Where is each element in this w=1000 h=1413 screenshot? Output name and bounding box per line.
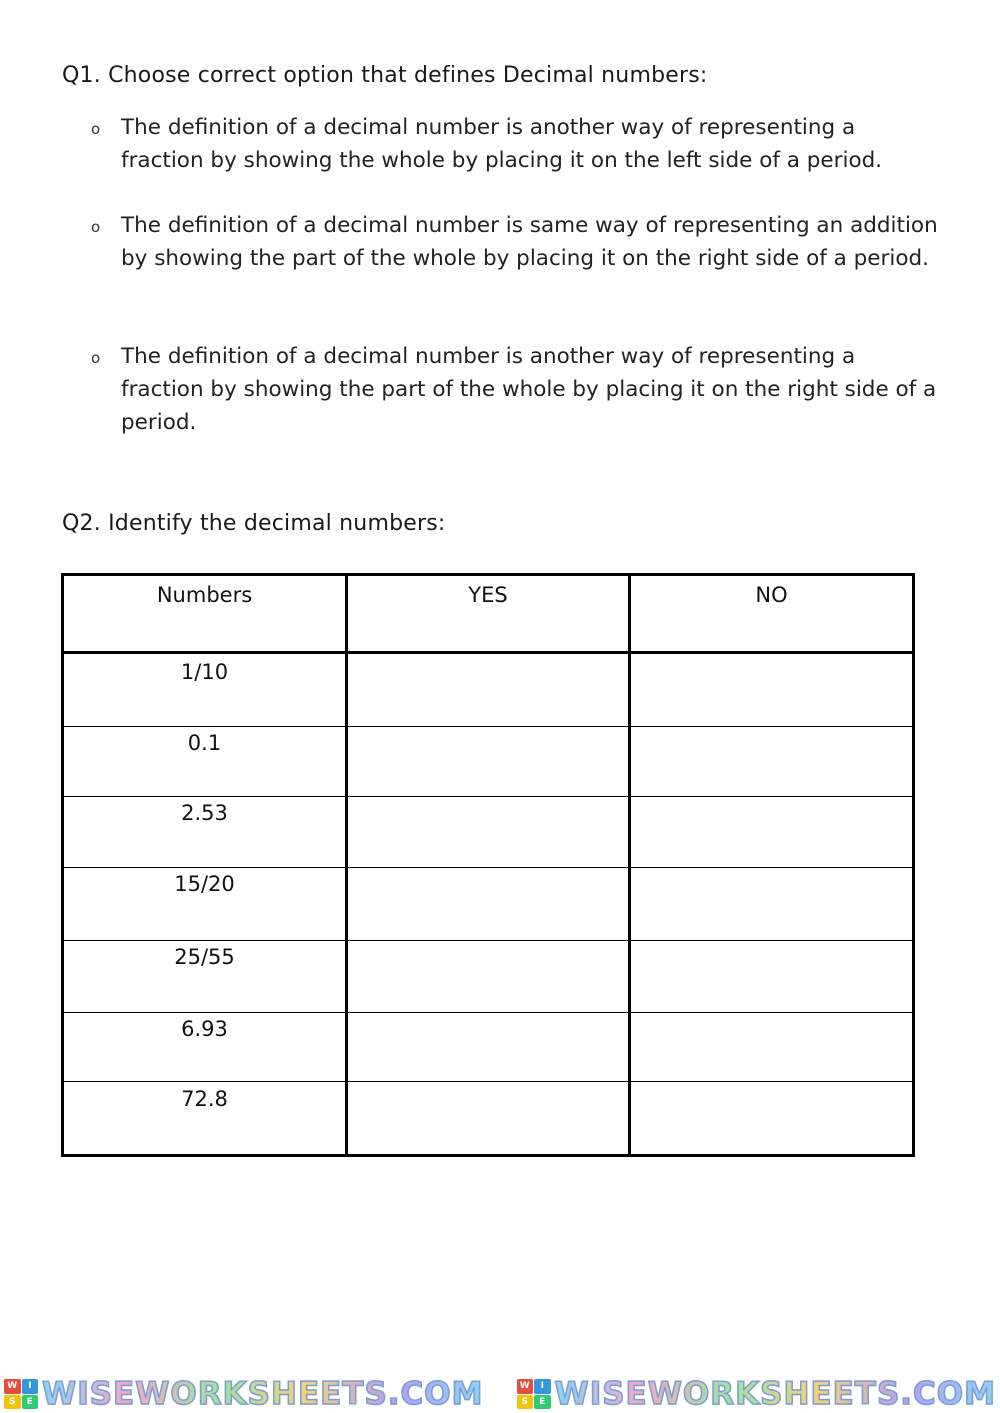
- logo-letter: E: [534, 1395, 551, 1410]
- no-cell[interactable]: [631, 727, 912, 796]
- table-row-number: 1/10: [180, 660, 229, 684]
- no-cell[interactable]: [631, 797, 912, 867]
- no-cell[interactable]: [631, 1082, 912, 1154]
- yes-cell[interactable]: [348, 868, 628, 940]
- table-row-number: 2.53: [181, 801, 228, 825]
- table-row-number: 15/20: [174, 872, 235, 896]
- no-cell[interactable]: [631, 868, 912, 940]
- question-2-title: Q2. Identify the decimal numbers:: [62, 511, 446, 536]
- watermark-right: [517, 1376, 997, 1412]
- logo-letter: W: [4, 1379, 21, 1394]
- watermark-footer: [0, 1375, 1000, 1413]
- option-3-text: The definition of a decimal number is another way of representing a fraction by showing the part of the whole by placing it on the right side of a period.: [121, 344, 937, 435]
- table-row-number: 72.8: [181, 1087, 228, 1111]
- radio-bullet-icon[interactable]: o: [91, 218, 101, 236]
- table-row-number: 0.1: [187, 731, 222, 755]
- radio-bullet-icon[interactable]: o: [91, 120, 101, 138]
- watermark-text: WISEWORKSHEETS.COM: [42, 1376, 484, 1412]
- wise-logo-icon: [4, 1379, 38, 1409]
- option-2[interactable]: [91, 209, 941, 275]
- yes-cell[interactable]: [348, 797, 628, 867]
- logo-letter: S: [517, 1395, 534, 1410]
- header-numbers: Numbers: [156, 583, 253, 607]
- yes-cell[interactable]: [348, 727, 628, 796]
- question-1-title: Q1. Choose correct option that defines Decimal numbers:: [62, 63, 708, 88]
- logo-letter: I: [534, 1379, 551, 1394]
- option-1[interactable]: [91, 111, 941, 177]
- watermark-left: [4, 1376, 484, 1412]
- no-cell[interactable]: [631, 654, 912, 726]
- yes-cell[interactable]: [348, 1013, 628, 1081]
- logo-letter: S: [4, 1395, 21, 1410]
- radio-bullet-icon[interactable]: o: [91, 349, 101, 367]
- yes-cell[interactable]: [348, 941, 628, 1012]
- logo-letter: W: [517, 1379, 534, 1394]
- logo-letter: I: [22, 1379, 39, 1394]
- option-2-text: The definition of a decimal number is same way of representing an addition by showing the part of the whole by placing it on the right side of a period.: [121, 213, 938, 271]
- yes-cell[interactable]: [348, 654, 628, 726]
- logo-letter: E: [22, 1395, 39, 1410]
- table-row-number: 25/55: [174, 945, 235, 969]
- yes-cell[interactable]: [348, 1082, 628, 1154]
- header-no: NO: [755, 583, 788, 607]
- no-cell[interactable]: [631, 941, 912, 1012]
- wise-logo-icon: [517, 1379, 551, 1409]
- decimal-table: [61, 573, 915, 1157]
- header-yes: YES: [468, 583, 508, 607]
- option-1-text: The definition of a decimal number is another way of representing a fraction by showing the whole by placing it on the left side of a period.: [121, 115, 883, 173]
- table-row-number: 6.93: [181, 1017, 228, 1041]
- option-3[interactable]: [91, 340, 941, 439]
- watermark-text: WISEWORKSHEETS.COM: [554, 1376, 996, 1412]
- no-cell[interactable]: [631, 1013, 912, 1081]
